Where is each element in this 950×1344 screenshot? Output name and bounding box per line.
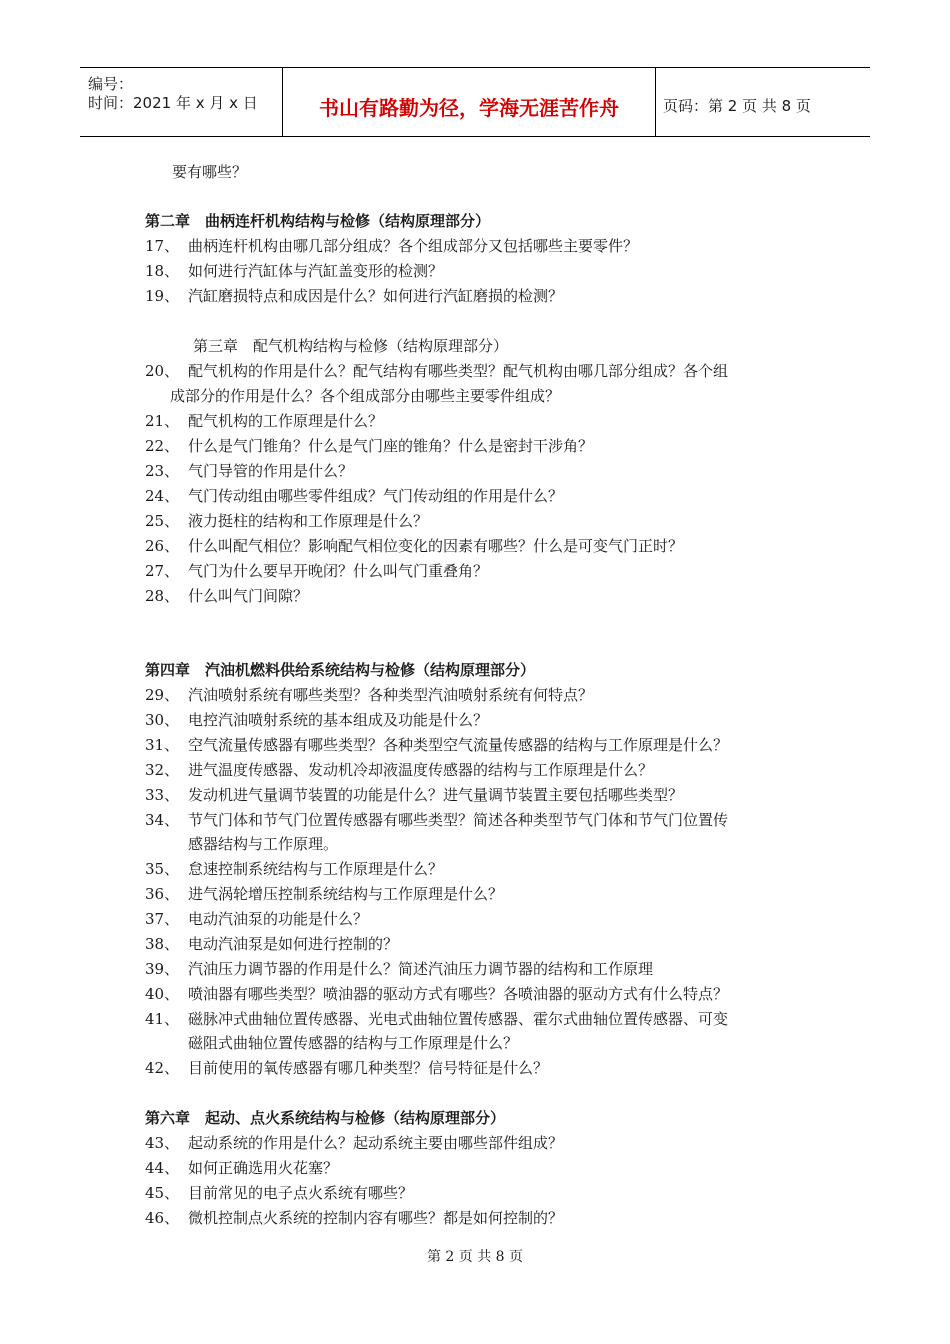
item-number: 46、 [145, 1209, 180, 1227]
item-text: 空气流量传感器有哪些类型？各种类型空气流量传感器的结构与工作原理是什么？ [188, 736, 729, 754]
item-text: 汽缸磨损特点和成因是什么？如何进行汽缸磨损的检测？ [188, 287, 564, 305]
item-text: 曲柄连杆机构由哪几部分组成？各个组成部分又包括哪些主要零件？ [188, 237, 639, 255]
item-number: 25、 [145, 512, 180, 530]
item-number: 33、 [145, 786, 180, 804]
item-number: 20、 [145, 362, 180, 380]
chapter-2-title: 第二章 曲柄连杆机构结构与检修（结构原理部分） [145, 212, 491, 230]
chapter-4-title: 第四章 汽油机燃料供给系统结构与检修（结构原理部分） [145, 661, 536, 679]
item-text: 起动系统的作用是什么？起动系统主要由哪些部件组成？ [188, 1134, 564, 1152]
item-number: 27、 [145, 562, 180, 580]
item-number: 37、 [145, 910, 180, 928]
intro-tail: 要有哪些？ [172, 163, 248, 181]
item-text-continued: 感器结构与工作原理。 [188, 835, 339, 853]
chapter-6-title: 第六章 起动、点火系统结构与检修（结构原理部分） [145, 1109, 506, 1127]
chapter-3-title: 第三章 配气机构结构与检修（结构原理部分） [193, 337, 509, 355]
header-motto-cell [282, 68, 656, 136]
item-number: 44、 [145, 1159, 180, 1177]
header-page-cell [655, 68, 870, 136]
item-text: 什么是气门锥角？什么是气门座的锥角？什么是密封干涉角？ [188, 437, 594, 455]
item-text: 配气机构的作用是什么？配气结构有哪些类型？配气机构由哪几部分组成？各个组 [188, 362, 729, 380]
item-number: 22、 [145, 437, 180, 455]
item-text: 如何正确选用火花塞？ [188, 1159, 339, 1177]
item-text: 气门传动组由哪些零件组成？气门传动组的作用是什么？ [188, 487, 564, 505]
item-number: 23、 [145, 462, 180, 480]
item-number: 18、 [145, 262, 180, 280]
item-text: 进气温度传感器、发动机冷却液温度传感器的结构与工作原理是什么？ [188, 761, 654, 779]
code-label: 编号： [88, 75, 134, 93]
item-number: 31、 [145, 736, 180, 754]
item-text: 什么叫配气相位？影响配气相位变化的因素有哪些？什么是可变气门正时？ [188, 537, 684, 555]
item-text: 汽油压力调节器的作用是什么？简述汽油压力调节器的结构和工作原理 [188, 960, 654, 978]
date-label: 时间：2021 年 x 月 x 日 [88, 94, 258, 112]
item-number: 34、 [145, 811, 180, 829]
item-text: 节气门体和节气门位置传感器有哪些类型？简述各种类型节气门体和节气门位置传 [188, 811, 729, 829]
item-number: 26、 [145, 537, 180, 555]
item-text: 电动汽油泵的功能是什么？ [188, 910, 369, 928]
item-text-continued: 成部分的作用是什么？各个组成部分由哪些主要零件组成？ [170, 387, 561, 405]
item-number: 19、 [145, 287, 180, 305]
page-number-label: 页码：第 2 页 共 8 页 [663, 97, 811, 115]
item-number: 41、 [145, 1010, 180, 1028]
item-number: 29、 [145, 686, 180, 704]
item-number: 30、 [145, 711, 180, 729]
item-number: 45、 [145, 1184, 180, 1202]
item-text: 怠速控制系统结构与工作原理是什么？ [188, 860, 444, 878]
item-number: 17、 [145, 237, 180, 255]
item-text: 电动汽油泵是如何进行控制的？ [188, 935, 399, 953]
item-text: 目前使用的氧传感器有哪几种类型？信号特征是什么？ [188, 1059, 549, 1077]
item-text: 液力挺柱的结构和工作原理是什么？ [188, 512, 429, 530]
item-text: 进气涡轮增压控制系统结构与工作原理是什么？ [188, 885, 504, 903]
item-text-continued: 磁阻式曲轴位置传感器的结构与工作原理是什么？ [188, 1034, 519, 1052]
item-number: 38、 [145, 935, 180, 953]
item-text: 喷油器有哪些类型？喷油器的驱动方式有哪些？各喷油器的驱动方式有什么特点？ [188, 985, 729, 1003]
page-header [80, 67, 870, 137]
item-number: 35、 [145, 860, 180, 878]
item-text: 电控汽油喷射系统的基本组成及功能是什么？ [188, 711, 489, 729]
item-number: 21、 [145, 412, 180, 430]
item-number: 24、 [145, 487, 180, 505]
item-number: 39、 [145, 960, 180, 978]
item-text: 配气机构的工作原理是什么？ [188, 412, 384, 430]
item-text: 磁脉冲式曲轴位置传感器、光电式曲轴位置传感器、霍尔式曲轴位置传感器、可变 [188, 1010, 729, 1028]
item-text: 发动机进气量调节装置的功能是什么？进气量调节装置主要包括哪些类型？ [188, 786, 684, 804]
page-footer [0, 1246, 950, 1266]
footer-page-number: 第 2 页 共 8 页 [426, 1249, 524, 1265]
item-number: 43、 [145, 1134, 180, 1152]
item-text: 汽油喷射系统有哪些类型？各种类型汽油喷射系统有何特点？ [188, 686, 594, 704]
header-meta-cell [80, 68, 282, 136]
item-number: 40、 [145, 985, 180, 1003]
item-text: 气门为什么要早开晚闭？什么叫气门重叠角？ [188, 562, 489, 580]
item-text: 什么叫气门间隙？ [188, 587, 309, 605]
item-text: 微机控制点火系统的控制内容有哪些？都是如何控制的？ [188, 1209, 564, 1227]
motto: 书山有路勤为径，学海无涯苦作舟 [319, 96, 619, 120]
item-text: 如何进行汽缸体与汽缸盖变形的检测？ [188, 262, 444, 280]
item-number: 42、 [145, 1059, 180, 1077]
item-number: 36、 [145, 885, 180, 903]
item-text: 目前常见的电子点火系统有哪些？ [188, 1184, 414, 1202]
item-text: 气门导管的作用是什么？ [188, 462, 354, 480]
item-number: 28、 [145, 587, 180, 605]
item-number: 32、 [145, 761, 180, 779]
